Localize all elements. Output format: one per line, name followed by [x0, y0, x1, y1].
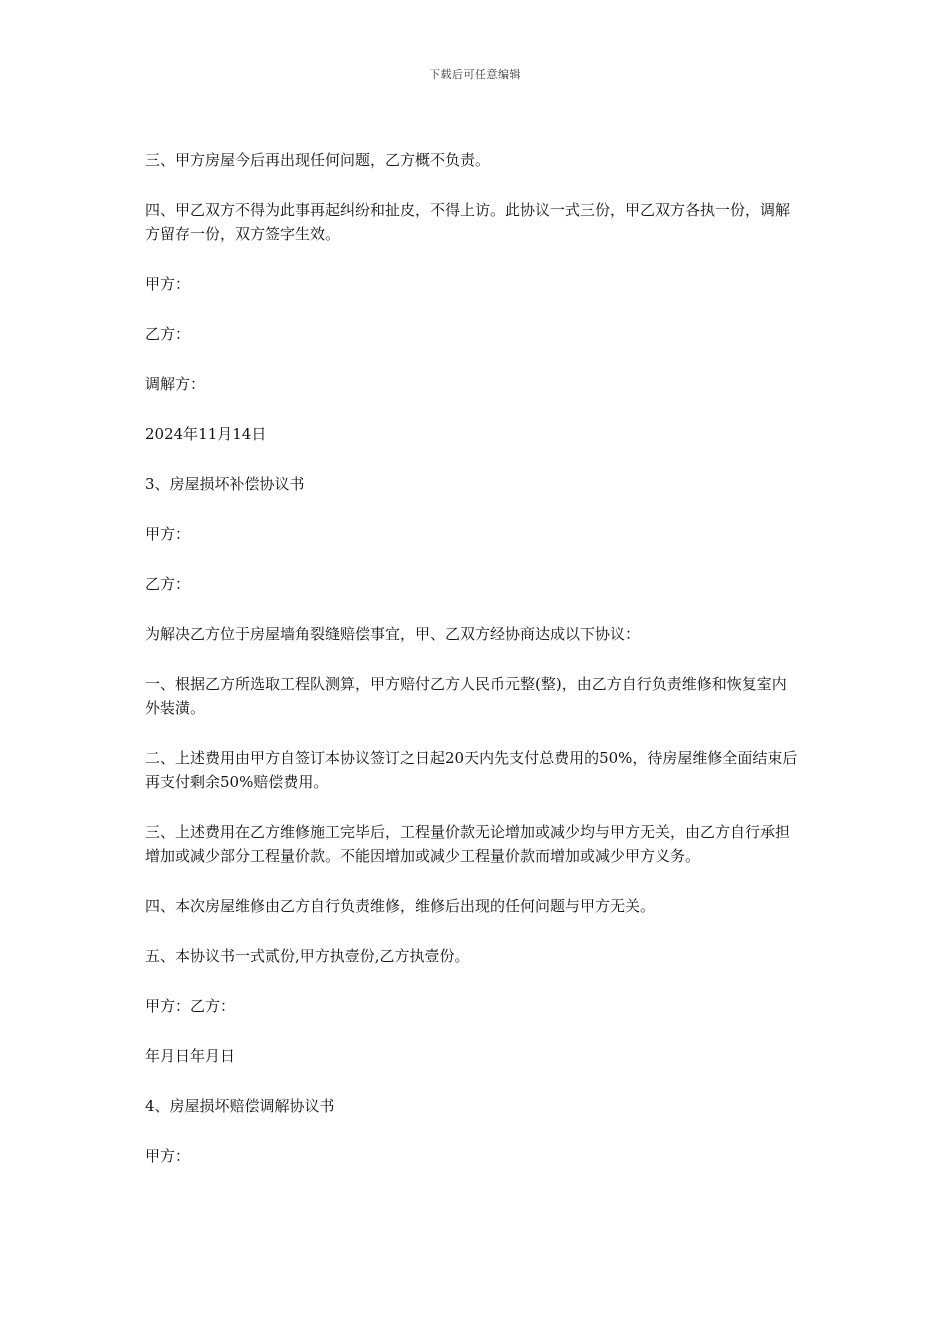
party-a-label: 甲方： — [145, 525, 191, 543]
page-header-note: 下载后可任意编辑 — [429, 68, 521, 81]
party-b-signature-line: 乙方： — [145, 325, 191, 343]
clause-1-compensation: 一、根据乙方所选取工程队测算，甲方赔付乙方人民币元整(整)，由乙方自行负责维修和恢复室内外装潢。 — [145, 675, 787, 717]
mediator-signature-line: 调解方： — [145, 375, 206, 393]
party-b-label: 乙方： — [145, 575, 191, 593]
clause-3-disclaimer: 三、甲方房屋今后再出现任何问题，乙方概不负责。 — [145, 151, 491, 169]
signing-date: 2024年11月14日 — [145, 425, 267, 443]
party-a-label-section-4: 甲方： — [145, 1147, 191, 1165]
clause-2-payment: 二、上述费用由甲方自签订本协议签订之日起20天内先支付总费用的50%，待房屋维修全面结束后再支付剩余50%赔偿费用。 — [145, 749, 798, 791]
document-body — [145, 148, 800, 1194]
parties-signature-line: 甲方：乙方： — [145, 997, 236, 1015]
section-3-title: 3、房屋损坏补偿协议书 — [145, 475, 305, 493]
clause-4-repair-responsibility: 四、本次房屋维修由乙方自行负责维修，维修后出现的任何问题与甲方无关。 — [145, 897, 656, 915]
clause-3-cost-changes: 三、上述费用在乙方维修施工完毕后，工程量价款无论增加或减少均与甲方无关，由乙方自行承担增加或减少部分工程量价款。不能因增加或减少工程量价款而增加或减少甲方义务。 — [145, 823, 791, 865]
clause-5-copies: 五、本协议书一式贰份,甲方执壹份,乙方执壹份。 — [145, 947, 470, 965]
party-a-signature-line: 甲方： — [145, 275, 191, 293]
agreement-preamble: 为解决乙方位于房屋墙角裂缝赔偿事宜，甲、乙双方经协商达成以下协议： — [145, 625, 641, 643]
clause-4-copies: 四、甲乙双方不得为此事再起纠纷和扯皮，不得上访。此协议一式三份，甲乙双方各执一份，调解方留存一份，双方签字生效。 — [145, 201, 791, 243]
section-4-title: 4、房屋损坏赔偿调解协议书 — [145, 1097, 335, 1115]
dates-line: 年月日年月日 — [145, 1047, 236, 1065]
